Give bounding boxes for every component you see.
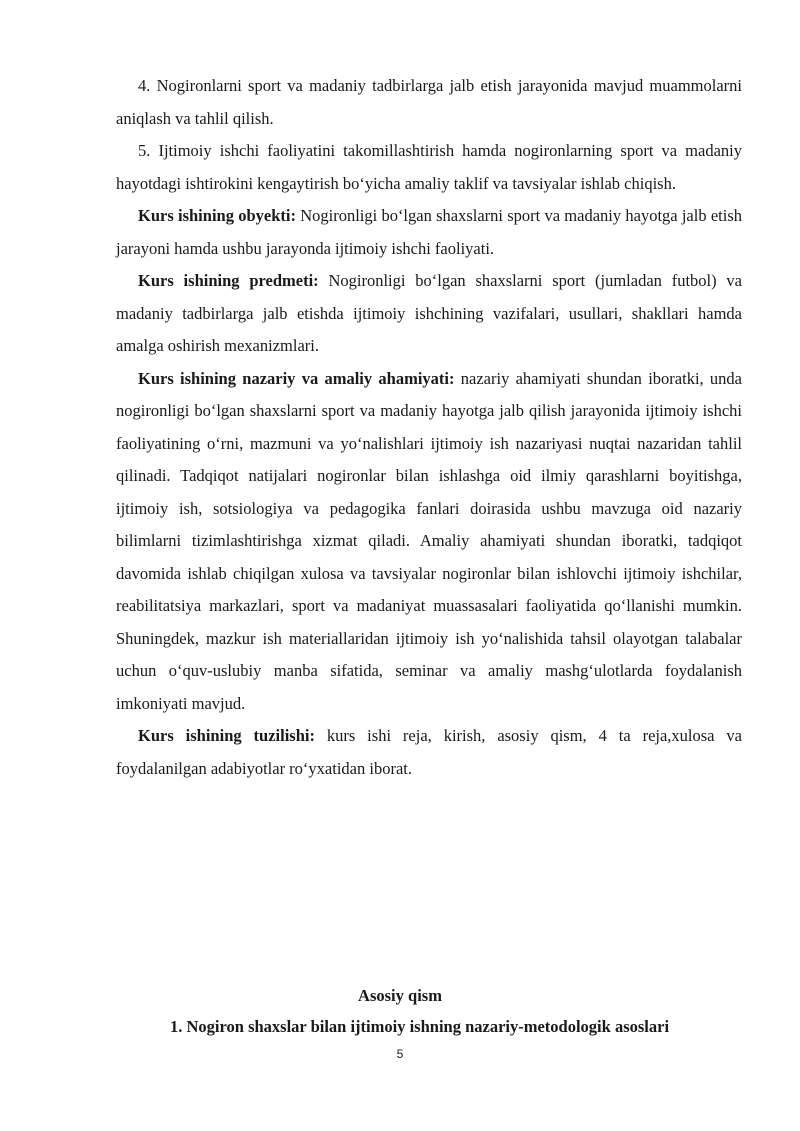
paragraph-text: kurs ishi reja, kirish, asosiy qism, 4 ta reja,xulosa va foydalanilgan adabiyotlar ro‘yxatidan iborat. bbox=[116, 726, 742, 778]
paragraph-lead: Kurs ishining obyekti: bbox=[138, 206, 296, 225]
paragraph-objectives-4 bbox=[116, 70, 742, 135]
body-text bbox=[116, 70, 742, 785]
paragraph-lead: Kurs ishining tuzilishi: bbox=[138, 726, 315, 745]
paragraph-lead: Kurs ishining predmeti: bbox=[138, 271, 319, 290]
chapter-heading: 1. Nogiron shaxslar bilan ijtimoiy ishning nazariy-metodologik asoslari bbox=[170, 1017, 670, 1036]
paragraph-text: Nogironligi bo‘lgan shaxslarni sport (jumladan futbol) va madaniy tadbirlarga jalb etishda ijtimoiy ishchining vazifalari, usullari, shakllari hamda amalga oshirish mexanizmlari. bbox=[116, 271, 742, 355]
paragraph-text: 4. Nogironlarni sport va madaniy tadbirlarga jalb etish jarayonida mavjud muammolarni aniqlash va tahlil qilish. bbox=[116, 76, 742, 128]
paragraph-text: nazariy ahamiyati shundan iboratki, unda nogironligi bo‘lgan shaxslarni sport va madaniy hayotga jalb qilish jarayonida ijtimoiy ishchi faoliyatining o‘rni, mazmuni va yo‘nalishlari ijtimoiy ish nazariyasi nuqtai nazaridan tahlil qilinadi. Tadqiqot natijalari nogironlar bilan ishlashga oid ilmiy qarashlarni boyitishga, ijtimoiy ish, sotsiologiya va pedagogika fanlari doirasida ushbu mavzuga oid nazariy bilimlarni tizimlashtirishga xizmat qiladi. Amaliy ahamiyati shundan iboratki, tadqiqot davomida ishlab chiqilgan xulosa va tavsiyalar nogironlar bilan ishlovchi ijtimoiy ishchilar, reabilitatsiya markazlari, sport va madaniyat muassasalari faoliyatida qo‘llanishi mumkin. Shuningdek, mazkur ish materiallaridan ijtimoiy ish yo‘nalishida tahsil olayotgan talabalar uchun o‘quv-uslubiy manba sifatida, seminar va amaliy mashg‘ulotlarda foydalanish imkoniyati mavjud. bbox=[116, 368, 743, 713]
paragraph-significance bbox=[116, 363, 742, 721]
paragraph-structure bbox=[116, 720, 742, 785]
paragraph-text: Nogironligi bo‘lgan shaxslarni sport va madaniy hayotga jalb etish jarayoni hamda ushbu jarayonda ijtimoiy ishchi faoliyati. bbox=[116, 206, 742, 258]
paragraph-text: 5. Ijtimoiy ishchi faoliyatini takomillashtirish hamda nogironlarning sport va madaniy hayotdagi ishtirokini kengaytirish bo‘yicha amaliy taklif va tavsiyalar ishlab chiqish. bbox=[116, 141, 742, 193]
paragraph-lead: Kurs ishining nazariy va amaliy ahamiyati: bbox=[138, 368, 455, 388]
page-number: 5 bbox=[396, 1047, 404, 1061]
paragraph-objectives-5 bbox=[116, 135, 742, 200]
section-heading: Asosiy qism bbox=[358, 986, 442, 1005]
paragraph-object bbox=[116, 200, 742, 265]
paragraph-subject bbox=[116, 265, 742, 363]
